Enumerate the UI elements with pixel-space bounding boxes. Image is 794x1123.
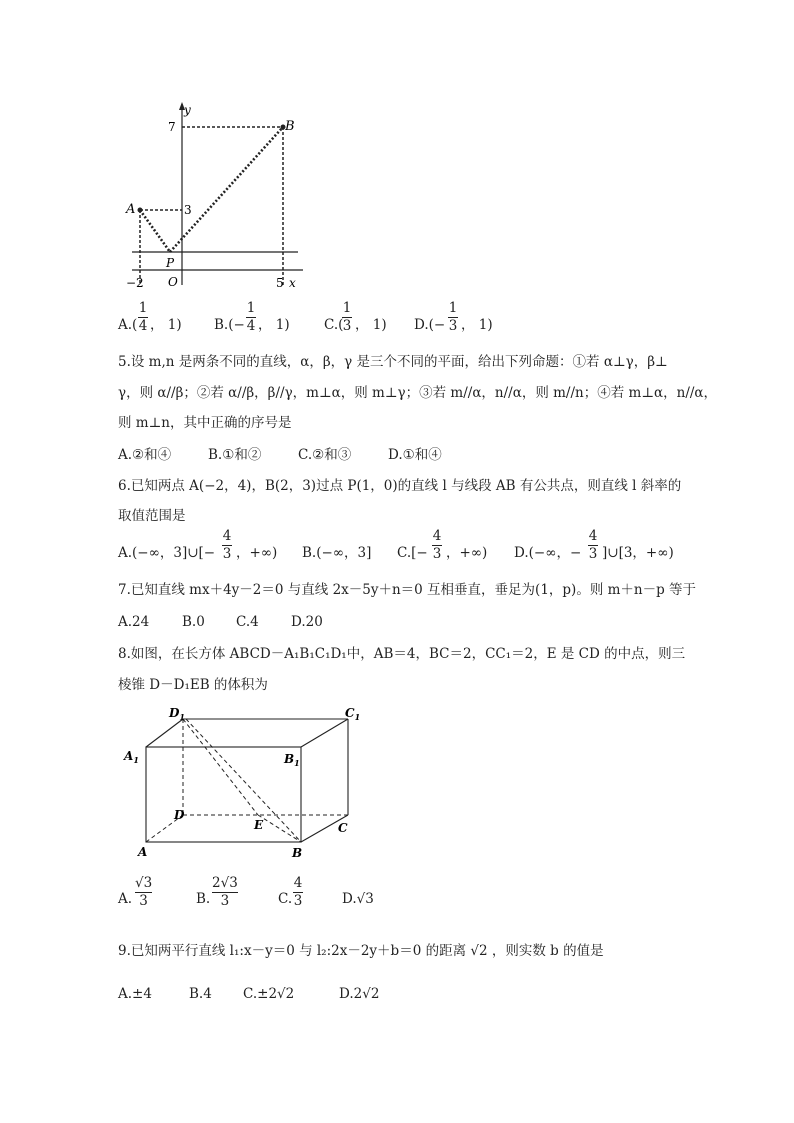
vertex-A1 — [123, 749, 139, 765]
q6-option-c-suffix: ，+∞) — [446, 545, 488, 561]
x-axis-label: x — [289, 276, 296, 290]
q9-option-d: D.2√2 — [339, 986, 380, 1002]
q7-option-c: C.4 — [236, 614, 259, 630]
vertex-B: B — [292, 846, 303, 860]
q6-option-d-suffix: ]∪[3，+∞) — [602, 545, 674, 561]
q4-option-b-prefix: B.(− — [214, 317, 245, 333]
q4-d-den: 3 — [448, 318, 458, 334]
q4-b-num: 1 — [246, 300, 256, 316]
vertex-C1-sub: 1 — [354, 712, 361, 722]
label-A: A — [126, 202, 136, 217]
vertex-A: A — [138, 845, 148, 859]
vertex-A1-sub: 1 — [133, 755, 139, 765]
q8-c-den: 3 — [293, 893, 303, 909]
tick-minus-2: −2 — [126, 276, 144, 290]
q9-option-c: C.±2√2 — [243, 986, 295, 1002]
q8-option-b-fraction — [212, 876, 238, 909]
y-axis-label: y — [184, 103, 191, 117]
q5-line-2: γ，则 α//β；②若 α//β，β//γ，m⊥α，则 m⊥γ；③若 m//α，n//α，则 m//n；④若 m⊥α，n//α， — [118, 385, 718, 401]
q8-line-2: 棱锥 D－D₁EB 的体积为 — [118, 677, 268, 693]
vertex-B1 — [283, 752, 300, 768]
q6-option-a-prefix: A.(−∞，3]∪[− — [118, 545, 216, 561]
q6-option-a-fraction — [222, 529, 232, 562]
q6-option-c-fraction — [432, 529, 442, 562]
q9-line-1: 9.已知两平行直线 l₁:x－y＝0 与 l₂:2x－2y＋b＝0 的距离 √2 ，则实数 b 的值是 — [118, 943, 604, 959]
q4-option-a-suffix: ， 1) — [150, 317, 182, 333]
q6-option-a-suffix: ，+∞) — [236, 545, 278, 561]
vertex-C: C — [338, 821, 348, 835]
q4-c-num: 1 — [342, 300, 352, 316]
q4-option-c-prefix: C.( — [324, 317, 344, 333]
vertex-D1-letter: D — [169, 706, 180, 720]
q4-d-num: 1 — [448, 300, 458, 316]
q8-b-num: 2√3 — [212, 875, 238, 891]
q8-option-a-fraction — [135, 876, 152, 909]
q8-line-1: 8.如图，在长方体 ABCD－A₁B₁C₁D₁中，AB＝4，BC＝2，CC₁＝2，E 是 CD 的中点，则三 — [118, 646, 686, 662]
q9-option-a: A.±4 — [118, 986, 152, 1002]
vertex-B1-sub: 1 — [294, 758, 300, 768]
q6-a-den: 3 — [222, 546, 232, 562]
q8-a-num: √3 — [135, 875, 153, 891]
q4-option-d-suffix: ， 1) — [461, 317, 493, 333]
q8-b-den: 3 — [220, 893, 230, 909]
q7-option-b: B.0 — [182, 614, 205, 630]
tick-3: 3 — [184, 203, 192, 217]
q8-a-den: 3 — [139, 893, 148, 909]
vertex-D1 — [168, 706, 185, 722]
q5-option-d: D.①和④ — [388, 447, 442, 463]
q5-option-b: B.①和② — [208, 447, 262, 463]
q8-option-b-prefix: B. — [196, 891, 211, 907]
q6-option-b: B.(−∞，3] — [302, 545, 372, 561]
q9-option-b: B.4 — [189, 986, 212, 1002]
q6-a-num: 4 — [222, 528, 232, 544]
vertex-D: D — [174, 808, 185, 822]
vertex-C1-letter: C — [345, 706, 355, 720]
q7-option-d: D.20 — [291, 614, 323, 630]
q4-option-d-prefix: D.(− — [414, 317, 446, 333]
q8-option-d: D.√3 — [342, 891, 374, 907]
q4-b-den: 4 — [246, 318, 256, 334]
q8-option-c-prefix: C. — [278, 891, 293, 907]
q7-option-a: A.24 — [118, 614, 150, 630]
tick-7: 7 — [168, 120, 176, 134]
q6-d-den: 3 — [588, 546, 598, 562]
q4-c-den: 3 — [342, 318, 352, 334]
q4-option-b-fraction — [246, 301, 256, 334]
cuboid-figure — [118, 705, 368, 865]
coordinate-figure — [120, 100, 310, 295]
q5-line-3: 则 m⊥n，其中正确的序号是 — [118, 415, 292, 431]
q6-option-d-prefix: D.(−∞，− — [514, 545, 582, 561]
q6-c-num: 4 — [432, 528, 442, 544]
q6-d-num: 4 — [588, 528, 598, 544]
q6-line-2: 取值范围是 — [118, 508, 186, 524]
q8-c-num: 4 — [293, 875, 303, 891]
q4-option-c-fraction — [342, 301, 352, 334]
q6-c-den: 3 — [432, 546, 442, 562]
q5-option-c: C.②和③ — [298, 447, 352, 463]
q6-line-1: 6.已知两点 A(−2，4)，B(2，3)过点 P(1，0)的直线 l 与线段 AB 有公共点，则直线 l 斜率的 — [118, 478, 682, 494]
q4-option-a-prefix: A.( — [118, 317, 138, 333]
q4-option-b-suffix: ， 1) — [258, 317, 290, 333]
label-B: B — [285, 119, 295, 134]
q4-option-c-suffix: ， 1) — [355, 317, 387, 333]
tick-5: 5 — [276, 276, 284, 290]
q6-option-c-prefix: C.[− — [397, 545, 428, 561]
q5-option-a: A.②和④ — [118, 447, 172, 463]
vertex-A1-letter: A — [124, 749, 134, 763]
q4-option-a-fraction — [138, 301, 148, 334]
origin-label: O — [168, 275, 178, 289]
q8-option-a-prefix: A. — [118, 891, 133, 907]
vertex-C1 — [345, 706, 360, 722]
q4-option-d-fraction — [448, 301, 458, 334]
q8-option-c-fraction — [293, 876, 303, 909]
vertex-D1-sub: 1 — [179, 712, 185, 722]
q7-line-1: 7.已知直线 mx＋4y－2＝0 与直线 2x－5y＋n＝0 互相垂直，垂足为(1，p)。则 m＋n－p 等于 — [118, 582, 697, 598]
q4-a-den: 4 — [138, 318, 148, 334]
q4-a-num: 1 — [138, 300, 148, 316]
q6-option-d-fraction — [588, 529, 598, 562]
vertex-B1-letter: B — [284, 752, 295, 766]
q5-line-1: 5.设 m,n 是两条不同的直线，α，β，γ 是三个不同的平面，给出下列命题：①若 α⊥γ，β⊥ — [118, 354, 668, 370]
label-P: P — [166, 256, 175, 270]
vertex-E: E — [254, 818, 264, 832]
